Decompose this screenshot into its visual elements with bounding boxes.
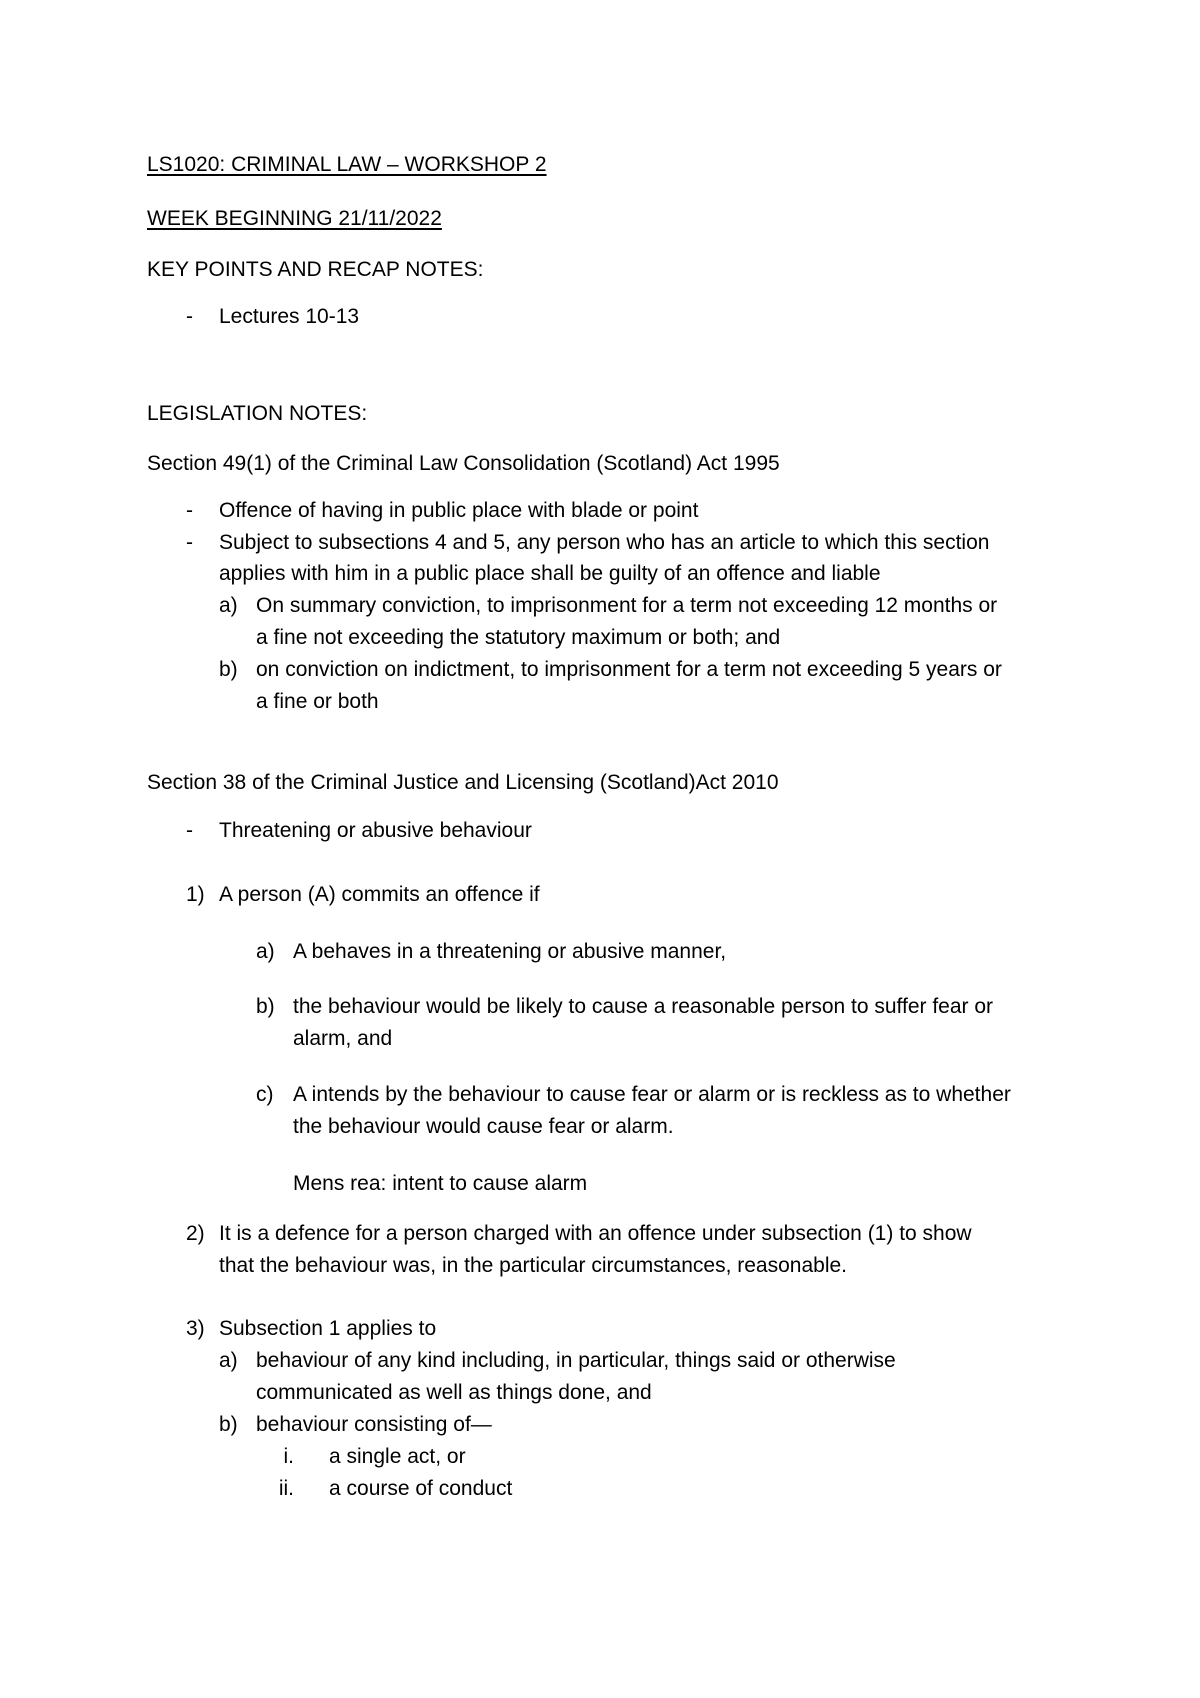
subsection-text: that the behaviour was, in the particular circumstances, reasonable. [219, 1254, 848, 1277]
numbered-marker: 3) [186, 1317, 205, 1340]
list-marker: a) [219, 594, 238, 617]
list-marker: a) [219, 1349, 238, 1372]
list-item-line: alarm, and [293, 1027, 393, 1050]
bullet-dash: - [186, 305, 193, 328]
bullet-dash: - [186, 531, 193, 554]
subsection-text: Subsection 1 applies to [219, 1317, 437, 1340]
list-item-line: behaviour of any kind including, in particular, things said or otherwise [256, 1349, 896, 1372]
roman-item-text: a single act, or [329, 1445, 466, 1468]
list-item-line: behaviour consisting of— [256, 1413, 492, 1436]
numbered-marker: 2) [186, 1222, 205, 1245]
list-item-line: A intends by the behaviour to cause fear or alarm or is reckless as to whether [293, 1083, 1011, 1106]
section-38-heading: Section 38 of the Criminal Justice and Licensing (Scotland)Act 2010 [147, 771, 779, 794]
roman-item-text: a course of conduct [329, 1477, 513, 1500]
list-item-line: A behaves in a threatening or abusive manner, [293, 940, 727, 963]
list-item-line: the behaviour would cause fear or alarm. [293, 1115, 674, 1138]
section-49-bullet-line: Subject to subsections 4 and 5, any person who has an article to which this section [219, 531, 990, 554]
key-points-heading: KEY POINTS AND RECAP NOTES: [147, 258, 484, 281]
bullet-dash: - [186, 819, 193, 842]
list-marker: b) [219, 1413, 238, 1436]
list-item-line: the behaviour would be likely to cause a reasonable person to suffer fear or [293, 995, 994, 1018]
document-title: LS1020: CRIMINAL LAW – WORKSHOP 2 [147, 153, 547, 176]
legislation-heading: LEGISLATION NOTES: [147, 402, 368, 425]
list-marker: b) [256, 995, 275, 1018]
section-49-bullet: Offence of having in public place with blade or point [219, 499, 699, 522]
roman-marker: ii. [278, 1477, 294, 1500]
list-item-line: a fine or both [256, 690, 379, 713]
mens-rea-note: Mens rea: intent to cause alarm [293, 1172, 588, 1195]
roman-marker: i. [283, 1445, 294, 1468]
section-49-bullet-line: applies with him in a public place shall be guilty of an offence and liable [219, 562, 881, 585]
key-point-item: Lectures 10-13 [219, 305, 360, 328]
list-item-line: on conviction on indictment, to imprisonment for a term not exceeding 5 years or [256, 658, 1002, 681]
list-item-line: a fine not exceeding the statutory maximum or both; and [256, 626, 781, 649]
week-heading: WEEK BEGINNING 21/11/2022 [147, 207, 442, 230]
list-marker: c) [256, 1083, 274, 1106]
section-38-bullet: Threatening or abusive behaviour [219, 819, 532, 842]
subsection-text: It is a defence for a person charged with an offence under subsection (1) to show [219, 1222, 972, 1245]
numbered-marker: 1) [186, 883, 205, 906]
list-item-line: communicated as well as things done, and [256, 1381, 652, 1404]
list-item-line: On summary conviction, to imprisonment for a term not exceeding 12 months or [256, 594, 998, 617]
list-marker: a) [256, 940, 275, 963]
list-marker: b) [219, 658, 238, 681]
subsection-text: A person (A) commits an offence if [219, 883, 540, 906]
section-49-heading: Section 49(1) of the Criminal Law Consolidation (Scotland) Act 1995 [147, 452, 780, 475]
bullet-dash: - [186, 499, 193, 522]
